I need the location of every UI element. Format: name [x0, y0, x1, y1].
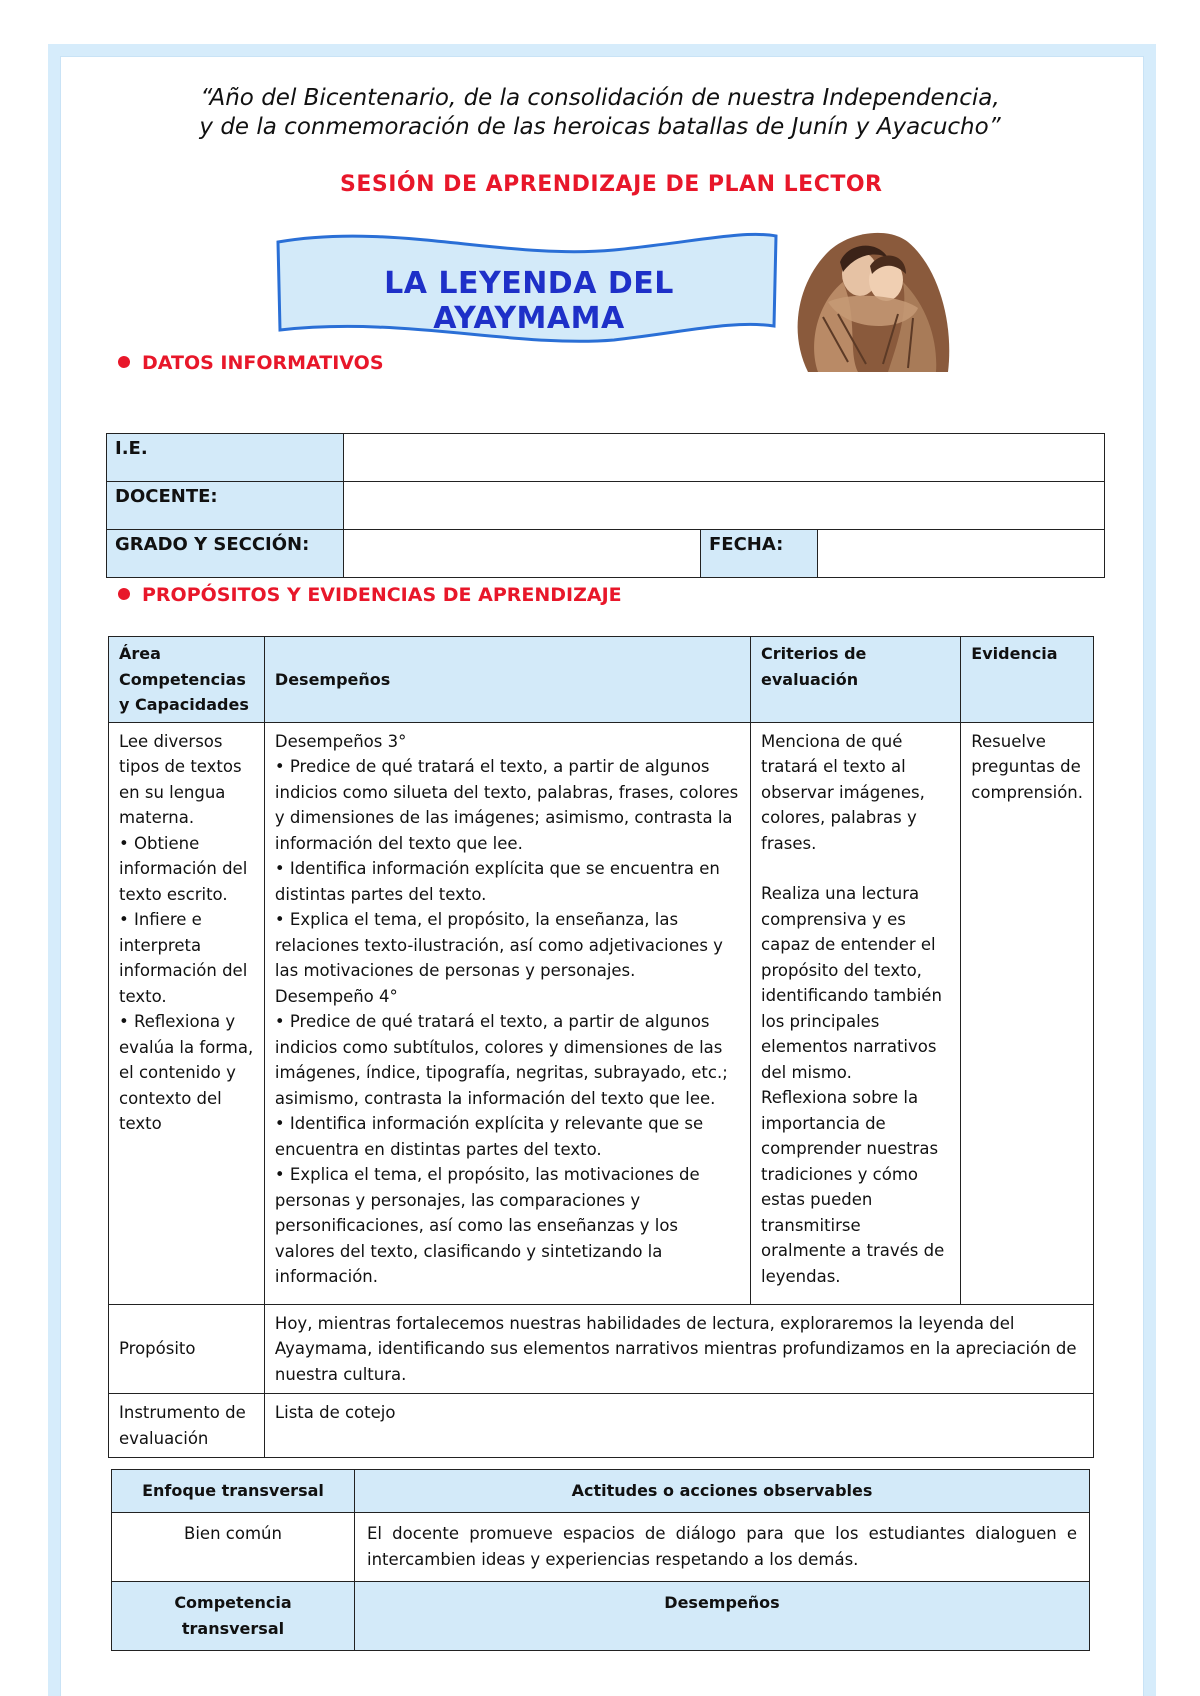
desempeno-item: • Predice de qué tratará el texto, a partir de algunos indicios como subtítulos, colores y dimensiones de las imágenes, índice, tipografía, negritas, subrayado, etc.; asimismo, contrasta la información del texto que lee. — [274, 1012, 728, 1108]
propositos-table — [108, 636, 1094, 1458]
proposito-label: Propósito — [109, 1304, 265, 1394]
col-competencia: Competencia transversal — [112, 1582, 355, 1651]
enfoque-table — [111, 1469, 1090, 1651]
docente-field[interactable] — [344, 482, 1105, 530]
criterios-cell — [751, 722, 961, 1304]
competencias-cell — [109, 722, 265, 1304]
competencia-item: • Reflexiona y evalúa la forma, el contenido y contexto del texto — [119, 1012, 254, 1133]
col-desempenos-transversal: Desempeños — [355, 1582, 1090, 1651]
col-criterios: Criterios de evaluación — [751, 637, 961, 723]
col-area-line2: Competencias y Capacidades — [119, 669, 249, 714]
ie-label: I.E. — [107, 434, 344, 482]
col-desempenos: Desempeños — [264, 637, 750, 723]
desempeno-item: • Identifica información explícita y relevante que se encuentra en distintas partes del texto. — [274, 1114, 704, 1159]
competencia-item: • Infiere e interpreta información del texto. — [119, 910, 248, 1006]
ie-field[interactable] — [344, 434, 1105, 482]
bullet-icon — [118, 356, 130, 368]
desempeno-item: • Explica el tema, el propósito, la enseñanza, las relaciones texto-ilustración, así como adjetivaciones y las motivaciones de personas y personajes. — [274, 910, 723, 980]
docente-label: DOCENTE: — [107, 482, 344, 530]
col-area-line1: Área — [119, 644, 161, 663]
datos-table — [106, 433, 1105, 578]
desempenos-cell — [264, 722, 750, 1304]
session-title: SESIÓN DE APRENDIZAJE DE PLAN LECTOR — [340, 172, 883, 197]
col-actitudes: Actitudes o acciones observables — [355, 1470, 1090, 1513]
desempeno-item: Desempeño 4° — [274, 986, 398, 1006]
enfoque-name: Bien común — [112, 1513, 355, 1582]
instrumento-text: Lista de cotejo — [264, 1394, 1093, 1458]
enfoque-text: El docente promueve espacios de diálogo para que los estudiantes dialoguen e intercambien ideas y experiencias respetando a los demás. — [355, 1513, 1090, 1582]
title-banner — [274, 230, 780, 348]
proposito-text: Hoy, mientras fortalecemos nuestras habilidades de lectura, exploraremos la leyenda del Ayaymama, identificando sus elementos narrativos mientras profundizamos en la apreciación de nuestra cultura. — [264, 1304, 1093, 1394]
desempeno-item: • Identifica información explícita que se encuentra en distintas partes del texto. — [274, 859, 720, 904]
fecha-label: FECHA: — [701, 530, 818, 578]
instrumento-label: Instrumento de evaluación — [109, 1394, 265, 1458]
col-area — [109, 637, 265, 723]
col-evidencia: Evidencia — [961, 637, 1094, 723]
motto-line-1: “Año del Bicentenario, de la consolidación de nuestra Independencia, — [200, 85, 1000, 111]
desempeno-item: Desempeños 3° — [274, 731, 407, 751]
grado-label: GRADO Y SECCIÓN: — [107, 530, 344, 578]
competencia-item: • Obtiene información del texto escrito. — [119, 833, 248, 904]
motto-line-2: y de la conmemoración de las heroicas batallas de Junín y Ayacucho” — [199, 114, 1001, 140]
datos-heading — [118, 352, 384, 374]
bullet-icon — [118, 588, 130, 600]
fecha-field[interactable] — [818, 530, 1105, 578]
grado-field[interactable] — [344, 530, 701, 578]
datos-heading-text: DATOS INFORMATIVOS — [142, 352, 384, 374]
story-title: LA LEYENDA DEL AYAYMAMA — [384, 266, 674, 336]
col-enfoque: Enfoque transversal — [112, 1470, 355, 1513]
propositos-heading-text: PROPÓSITOS Y EVIDENCIAS DE APRENDIZAJE — [142, 584, 622, 606]
ayaymama-illustration — [788, 222, 954, 376]
criterio-item: Menciona de qué tratará el texto al observar imágenes, colores, palabras y frases. — [761, 731, 925, 853]
motto — [0, 84, 1200, 142]
evidencia-cell: Resuelve preguntas de comprensión. — [961, 722, 1094, 1304]
criterio-item: Reflexiona sobre la importancia de comprender nuestras tradiciones y cómo estas pueden transmitirse oralmente a través de leyendas. — [761, 1088, 945, 1286]
competencia-item: Lee diversos tipos de textos en su lengua materna. — [119, 731, 242, 827]
propositos-heading — [118, 584, 622, 606]
desempeno-item: • Predice de qué tratará el texto, a partir de algunos indicios como silueta del texto, palabras, frases, colores y dimensiones de las imágenes; asimismo, contrasta la información del texto que lee. — [274, 757, 739, 853]
criterio-item: Realiza una lectura comprensiva y es capaz de entender el propósito del texto, identificando también los principales elementos narrativos del mismo. — [761, 884, 942, 1082]
desempeno-item: • Explica el tema, el propósito, las motivaciones de personas y personajes, las comparaciones y personificaciones, así como las enseñanzas y los valores del texto, clasificando y sintetizando la información. — [274, 1165, 700, 1286]
